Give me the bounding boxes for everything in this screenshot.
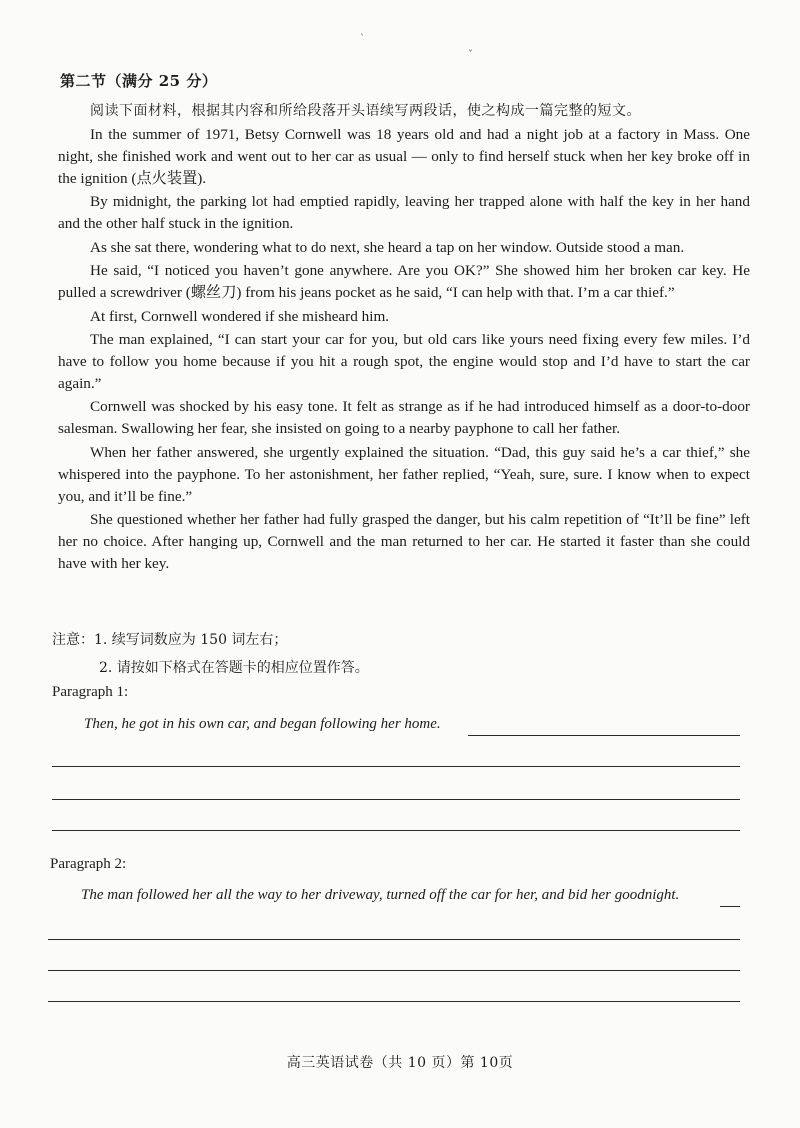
- story-paragraph: The man explained, “I can start your car for you, but old cars like yours need fixing every few miles. I’d have to follow you home because if you hit a rough spot, the engine would stop and I’d have to start the car again.”: [58, 330, 750, 392]
- story-paragraph: As she sat there, wondering what to do next, she heard a tap on her window. Outside stood a man.: [90, 238, 685, 256]
- scan-speck: ˇ: [468, 50, 473, 61]
- story-paragraph: In the summer of 1971, Betsy Cornwell was 18 years old and had a night job at a factory in Mass. One night, she finished work and went out to her car as usual — only to find herself stuck when her key broke off in the ignition (点火装置).: [58, 126, 750, 187]
- paragraph-1-label: Paragraph 1:: [52, 684, 129, 700]
- story-paragraph: At first, Cornwell wondered if she misheard him.: [90, 307, 390, 325]
- story-paragraph: Cornwell was shocked by his easy tone. It felt as strange as if he had introduced himself as a door-to-door salesman. Swallowing her fear, she insisted on going to a nearby payphone to call her father.: [58, 398, 750, 438]
- paragraph-1-starter: Then, he got in his own car, and began following her home.: [84, 716, 441, 732]
- page-footer: 高三英语试卷（共 10 页）第 10页: [286, 1055, 514, 1071]
- answer-line[interactable]: [720, 906, 740, 907]
- section-heading: 第二节（满分 25 分）: [60, 72, 218, 90]
- answer-line[interactable]: [468, 735, 740, 736]
- paragraph-2-starter: The man followed her all the way to her driveway, turned off the car for her, and bid her goodnight.: [81, 887, 680, 903]
- paragraph-2-label: Paragraph 2:: [50, 856, 127, 872]
- story-paragraph: He said, “I noticed you haven’t gone anywhere. Are you OK?” She showed him her broken car key. He pulled a screwdriver (螺丝刀) from his jeans pocket as he said, “I can help with that. I’m a car thief.”: [58, 262, 750, 302]
- story-paragraph: She questioned whether her father had fully grasped the danger, but his calm repetition of “It’ll be fine” left her no choice. After hanging up, Cornwell and the man returned to her car. He started it faster than she could have with her key.: [58, 511, 750, 573]
- story-text: [58, 124, 750, 577]
- answer-line[interactable]: [52, 830, 740, 831]
- answer-line[interactable]: [48, 1001, 740, 1002]
- answer-line[interactable]: [52, 766, 740, 767]
- answer-line[interactable]: [48, 939, 740, 940]
- story-paragraph: When her father answered, she urgently explained the situation. “Dad, this guy said he’s a car thief,” she whispered into the payphone. To her astonishment, her father replied, “Yeah, sure, sure. I know when to expect you, and it’ll be fine.”: [58, 443, 750, 505]
- answer-line[interactable]: [48, 970, 740, 971]
- note-format: 2. 请按如下格式在答题卡的相应位置作答。: [99, 660, 369, 676]
- answer-line[interactable]: [52, 799, 740, 800]
- scan-speck: ˋ: [360, 34, 365, 45]
- note-word-count: 注意：1. 续写词数应为 150 词左右；: [52, 632, 288, 648]
- story-paragraph: By midnight, the parking lot had emptied rapidly, leaving her trapped alone with half the key in her hand and the other half stuck in the ignition.: [58, 193, 750, 233]
- notes-block: [52, 626, 752, 682]
- task-instruction: 阅读下面材料，根据其内容和所给段落开头语续写两段话，使之构成一篇完整的短文。: [90, 103, 641, 119]
